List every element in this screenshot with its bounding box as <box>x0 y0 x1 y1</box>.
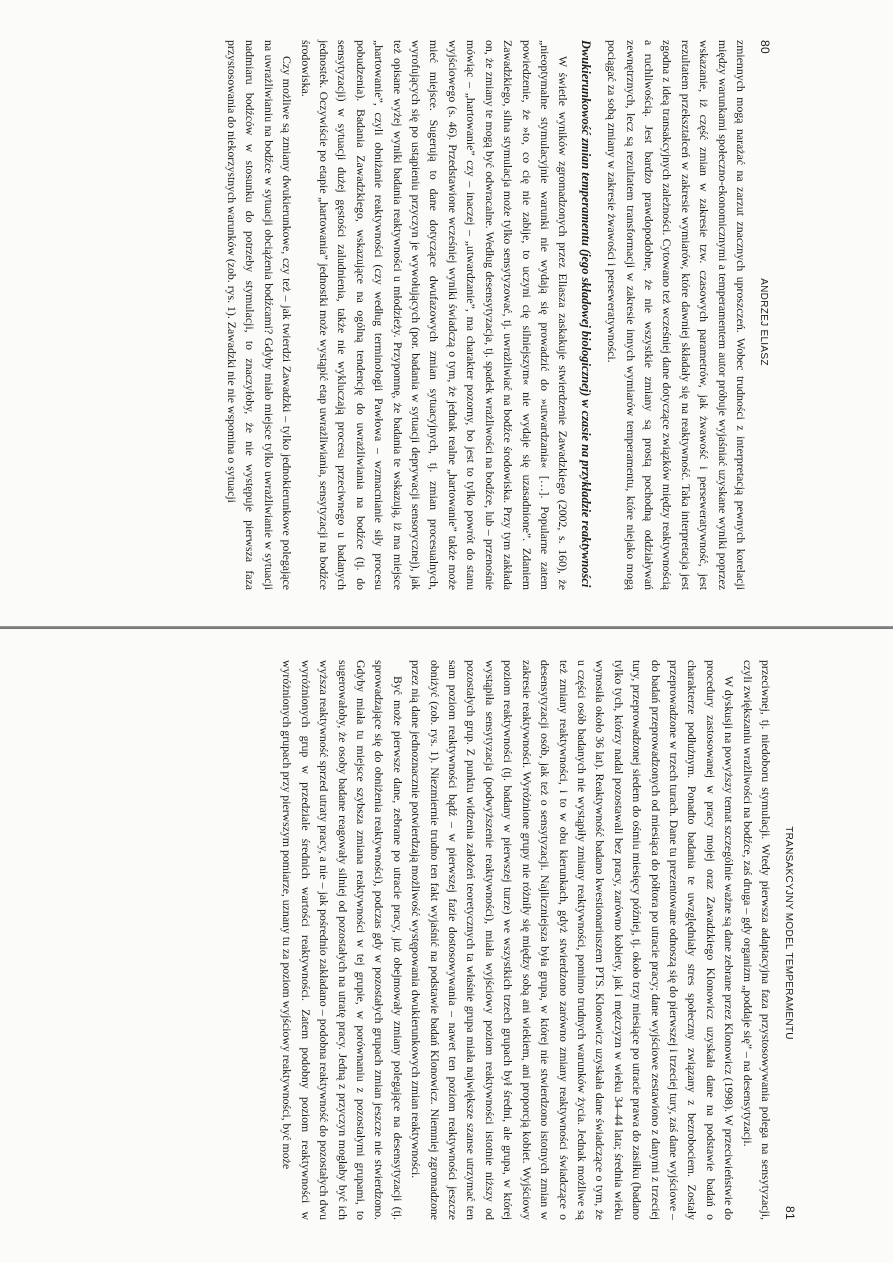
body-paragraph: W świetle wyników zgromadzonych przez Eliasza zaskakuje stwierdzenie Zawadzkiego (2002, s. 160), że „nieoptymalne stymulacyjnie warunki nie wydają się prowadzić do »utwardzania« […]. Popularne zatem powiedzenie, że »to, co cię nie zabije, to uczyni cię silniejszym« nie wydaje się uzasadnione”. Zdaniem Zawadzkiego, silna stymulacja może tylko sensytyzować, tj. uwrażliwiać na bodźce środowiska. Przy tym zakłada on, że zmiany te mogą być odwracalne. Według desensytyzacja, tj. spadek wrażliwości na bodźce, lub – przenośnie mówiąc – „hartowanie” czy – inaczej – „utwardzanie”, ma charakter pozorny, bo jest to tylko powrót do stanu wyjściowego (s. 46). Przedstawione wcześniej wyniki świadczą o tym, że jednak realne „hartowanie” także może mieć miejsce. Sugerują to dane dotyczące dwufazowych zmian sytuacyjnych, tj. zmian procesualnych, wyrofujących się po ustąpieniu przyczyn je wywołujących (por. badania w sytuacji deprywacji sensorycznej), jak też opisane wyżej wyniki badania reaktywności u młodzieży. Przypomnę, że badania te wskazują, iż ma miejsce „hartowanie”, czyli obniżanie reaktywności (czy według terminologii Pawłowa – wzmacnianie siły procesu pobudzenia). Badania Zawadzkiego, wskazujące na ogólną tendencję do uwrażliwiania na bodźce (tj. do sensytyzacji) w sytuacji dużej gęstości zaludnienia, także nie wykluczają procesu przeciwnego u badanych jednostek. Oczywiście po etapie „hartowania” jednostki może wystąpić etap uwrażliwiania, sensytyzacji na bodźce środowiska. <box>298 40 571 590</box>
running-head-author: ANDRZEJ ELIASZ <box>758 278 769 366</box>
page-header <box>758 40 772 590</box>
page-body <box>223 40 750 590</box>
body-paragraph: Być może pierwsze dane, zebrane po utracie pracy, już obejmowały zmiany polegające na desensytyzacji (tj. sprowadzające się do obniżenia reaktywności), podczas gdy w pozostałych grupach zmian jeszcze nie stwierdzono. Gdyby miała tu miejsce szybsza zmiana reaktywności w tej grupie, w porównaniu z pozostałymi grupami, to sugerowałoby, że osoby badane reagowały silniej od pozostałych na utratę pracy. Jedną z przyczyn mogłaby być ich wyższa reaktywność sprzed utraty pracy, a nie – jak pośrednio zakładano – podobna reaktywność do pozostałych dwu wyróżnionych grup w przedziale średnich wartości reaktywności. Zatem podobny poziom reaktywności w wyróżnionych grupach przy pierwszym pomiarze, uznany tu za poziom wyjściowy reaktywności, być może <box>280 660 405 1220</box>
body-paragraph: Czy możliwe są zmiany dwukierunkowe, czy też – jak twierdzi Zawadzki – tylko jednokierunkowe polegające na uwrażliwianiu na bodźce w sytuacji obciążenia bodźcami? Gdyby miało miejsce tylko uwrażliwianie w sytuacji nadmiaru bodźców w stosunku do potrzeby stymulacji, to znaczyłoby, że nie występuje pierwsza faza przystosowania do niekorzystnych warunków (zob. rys. 1). Zawadzki nie nie wspomina o sytuacji <box>225 40 295 590</box>
running-head-title: TRANSAKCYJNY MODEL TEMPERAMENTU <box>783 826 794 1040</box>
right-page-81 <box>25 640 805 1240</box>
body-paragraph: przeciwnej, tj. niedoboru stymulacji. Wtedy pierwsza adaptacyjna faza przystosowywania polega na sensytyzacji, czyli zwiększaniu wrażliwości na bodźce, zaś druga – gdy organizm „poddaje się” – na desensytyzacji. <box>740 660 773 1220</box>
page-body <box>278 660 775 1220</box>
page-number: 81 <box>783 1206 797 1220</box>
page-divider <box>0 626 893 629</box>
body-paragraph: W dyskusji na powyższy temat szczególnie ważne są dane zebrane przez Klonowicz (1998). W przeciwieństwie do procedury zastosowanej w pracy mojej oraz Zawadzkiego Klonowicz uzyskała dane na podstawie badań o charakterze podłużnym. Ponadto badania te uwzględniały stres społeczny związany z bezrobociem. Zostały przeprowadzone w trzech turach. Dane tu prezentowane odnoszą się do pierwszej i trzeciej tury, zaś dane wyjściowe – do badań przeprowadzonych od miesiąca do półtora po utracie pracy; dane wyjściowe zestawiono z danymi z trzeciej tury, przeprowadzonej siedem do ośmiu miesięcy później, tj. około trzy miesiące po utracie prawa do zasiłku (badano tylko tych, którzy nadal pozostawali bez pracy, zarówno kobiety, jak i mężczyzn w wieku 34–44 lata; średnia wieku wynosiła około 36 lat). Reaktywność badano kwestionariuszem PTS. Klonowicz uzyskała dane świadczące o tym, że u części osób badanych nie wystąpiły zmiany reaktywności, pomimo trudnych warunków życia. Jednak możliwe są też zmiany reaktywności, i to w obu kierunkach, gdyż stwierdzono zarówno zmiany reaktywności świadczące o desensytyzacji osób, jak też o sensytyzacji. Najliczniejsza była grupa, w której nie stwierdzono istotnych zmian w zakresie reaktywności. Wyróżnione grupy nie różniły się między sobą ani wiekiem, ani proporcją kobiet. Wyjściowy poziom reaktywności (tj. badany w pierwszej turze) we wszystkich trzech grupach był średni, ale grupa, w której wystąpiła sensytyzacja (podwyższenie reaktywności), miała wyjściowy poziom reaktywności istotnie niższy od pozostałych grup. Z punktu widzenia założeń teoretycznych ta właśnie grupa miała największe szanse utrzymać ten sam poziom reaktywności bądź – w pierwszej fazie dostosowywania – nawet ten poziom reaktywności jeszcze obniżyć (zob. rys. 1). Niezmiernie trudno ten fakt wyjaśnić na podstawie badań Klonowicz. Niemniej zgromadzone przez nią dane jednoznacznie potwierdzają możliwość występowania dwukierunkowych zmian reaktywności. <box>409 660 737 1220</box>
section-heading: Dwukierunkowość zmian temperamentu (jego składowej biologicznej) w czasie na przykładzie reaktywności <box>578 40 593 588</box>
left-page-80 <box>0 20 780 610</box>
page-number: 80 <box>758 40 772 54</box>
page-header <box>783 660 797 1220</box>
body-paragraph: zmiennych mogą narażać na zarzut znacznych uproszczeń. Wobec trudności z interpretacją pewnych korelacji między warunkami społeczno-ekonomicznymi a temperamentem autor próbuje wyjaśniać uzyskane wyniki poprzez wskazanie, iż część zmian w zakresie tzw. czasowych parametrów, jak żwawość i perseweratywność, jest rezultatem przekształceń w zakresie wymiarów, które dawniej składały się na reaktywność. Taka interpretacja jest zgodna z ideą transakcyjnych zależności. Cytowano też wcześniej dane dotyczące związków między reaktywnością a ruchliwością. Jest bardzo prawdopodobne, że nie wszystkie zmiany są prostą pochodną oddziaływań zewnętrznych, lecz są rezultatem transformacji w zakresie innych wymiarów temperamentu, które niejako mogą pociągać za sobą zmiany w zakresie żwawości i perseweratywności. <box>605 40 748 590</box>
